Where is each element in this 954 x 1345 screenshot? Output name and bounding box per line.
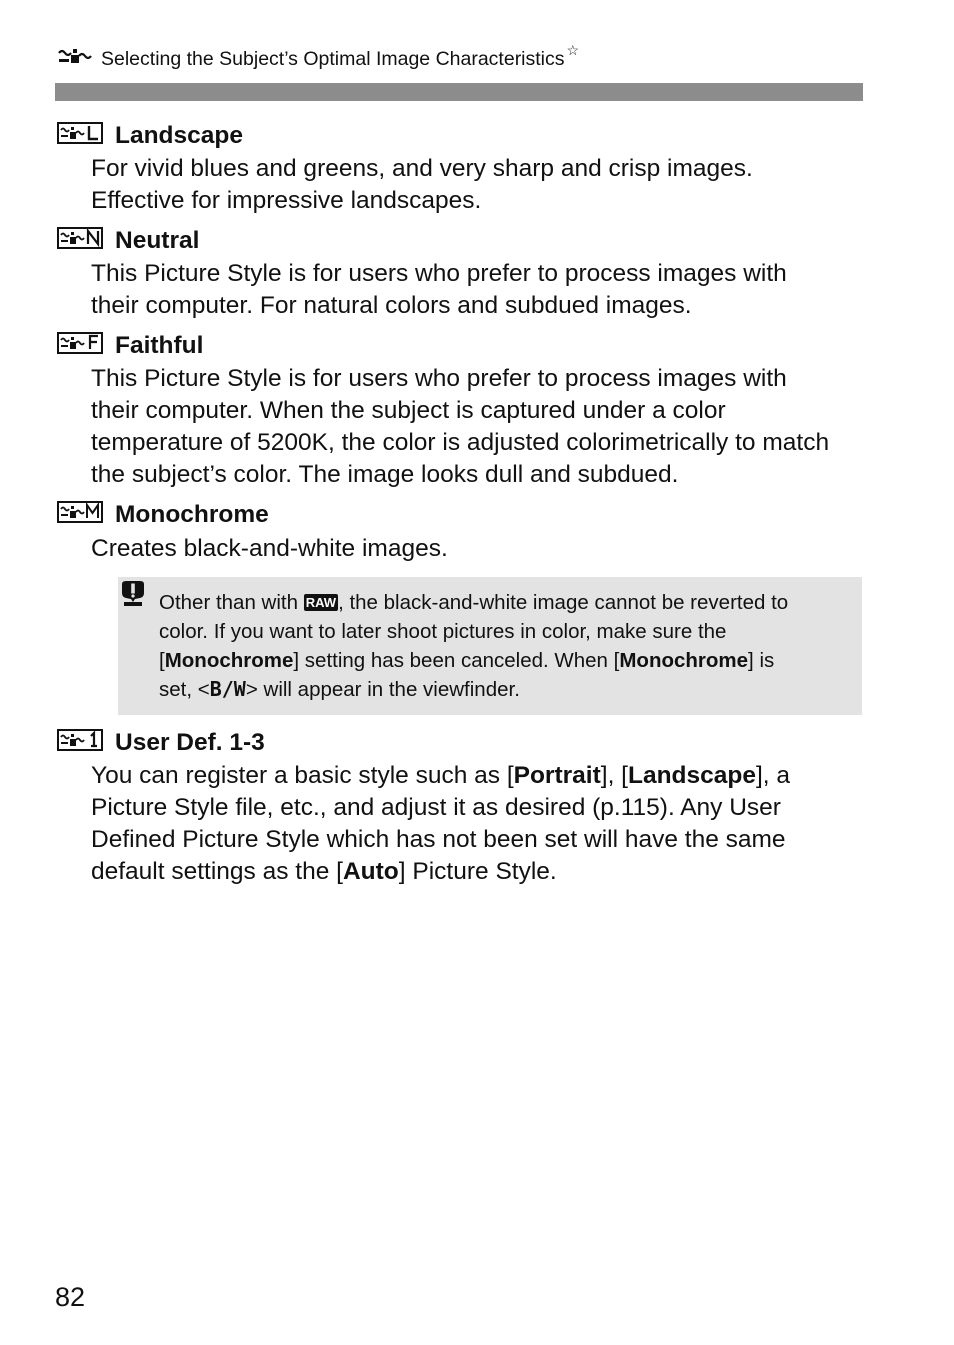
- bold-run: Monochrome: [619, 649, 749, 672]
- page-header: [57, 41, 580, 71]
- section-title: Monochrome: [115, 501, 269, 528]
- bold-run: Portrait: [513, 762, 601, 789]
- bold-run: Auto: [342, 858, 399, 885]
- section-neutral: [57, 226, 871, 322]
- caution-icon: [118, 581, 148, 614]
- section-faithful: [57, 331, 871, 491]
- bold-run: Landscape: [628, 762, 756, 789]
- picture-style-icon: [57, 47, 93, 71]
- body-line: Effective for impressive landscapes.: [91, 187, 482, 214]
- bold-run: Monochrome: [164, 649, 294, 672]
- bw-indicator: B/W: [209, 677, 246, 701]
- text-run: You can register a basic style such as [: [91, 762, 514, 789]
- raw-badge: RAW: [305, 595, 337, 610]
- picture-style-neutral-icon: [57, 227, 103, 256]
- text-run: [: [159, 649, 165, 672]
- caution-text: [159, 588, 849, 704]
- body-line: This Picture Style is for users who prefer to process images with: [91, 260, 787, 287]
- body-line: Creates black-and-white images.: [91, 535, 448, 562]
- text-run: ] Picture Style.: [398, 858, 557, 885]
- caution-line: [159, 646, 849, 675]
- body-line: the subject’s color. The image looks dull and subdued.: [91, 461, 679, 488]
- body-line: Defined Picture Style which has not been set will have the same: [91, 826, 786, 853]
- body-line: Picture Style file, etc., and adjust it as desired (p.115). Any User: [91, 794, 781, 821]
- caution-line: [159, 588, 849, 617]
- caution-line: [159, 675, 849, 704]
- text-run: ] is: [748, 649, 775, 672]
- text-run: ], a: [756, 762, 791, 789]
- body-line: [91, 760, 871, 792]
- section-title: Landscape: [115, 122, 243, 149]
- section-monochrome: [57, 500, 871, 565]
- body-line: their computer. For natural colors and subdued images.: [91, 292, 692, 319]
- section-title: Faithful: [115, 332, 204, 359]
- body-line: For vivid blues and greens, and very sharp and crisp images.: [91, 155, 753, 182]
- header-rule: [55, 83, 863, 101]
- caution-note: [118, 577, 862, 715]
- body-line: their computer. When the subject is captured under a color: [91, 397, 726, 424]
- text-run: set, <: [159, 678, 210, 701]
- body-line: [91, 856, 871, 888]
- section-title: User Def. 1-3: [115, 729, 265, 756]
- picture-style-user-defined-icon: [57, 729, 103, 758]
- picture-style-landscape-icon: [57, 122, 103, 151]
- header-title: Selecting the Subject’s Optimal Image Characteristics: [101, 47, 565, 70]
- advanced-star-icon: ☆: [566, 41, 580, 58]
- text-run: > will appear in the viewfinder.: [245, 678, 520, 701]
- text-run: default settings as the [: [91, 858, 343, 885]
- caution-line: color. If you want to later shoot pictures in color, make sure the: [159, 620, 727, 643]
- text-run: Other than with: [159, 591, 304, 614]
- picture-style-faithful-icon: [57, 332, 103, 361]
- body-line: This Picture Style is for users who prefer to process images with: [91, 365, 787, 392]
- page-number: 82: [55, 1282, 86, 1312]
- section-title: Neutral: [115, 227, 200, 254]
- section-user-defined: [57, 728, 871, 888]
- section-landscape: [57, 121, 871, 217]
- text-run: ] setting has been canceled. When [: [293, 649, 620, 672]
- text-run: ], [: [600, 762, 628, 789]
- picture-style-monochrome-icon: [57, 501, 103, 530]
- body-line: temperature of 5200K, the color is adjusted colorimetrically to match: [91, 429, 830, 456]
- text-run: , the black-and-white image cannot be reverted to: [338, 591, 789, 614]
